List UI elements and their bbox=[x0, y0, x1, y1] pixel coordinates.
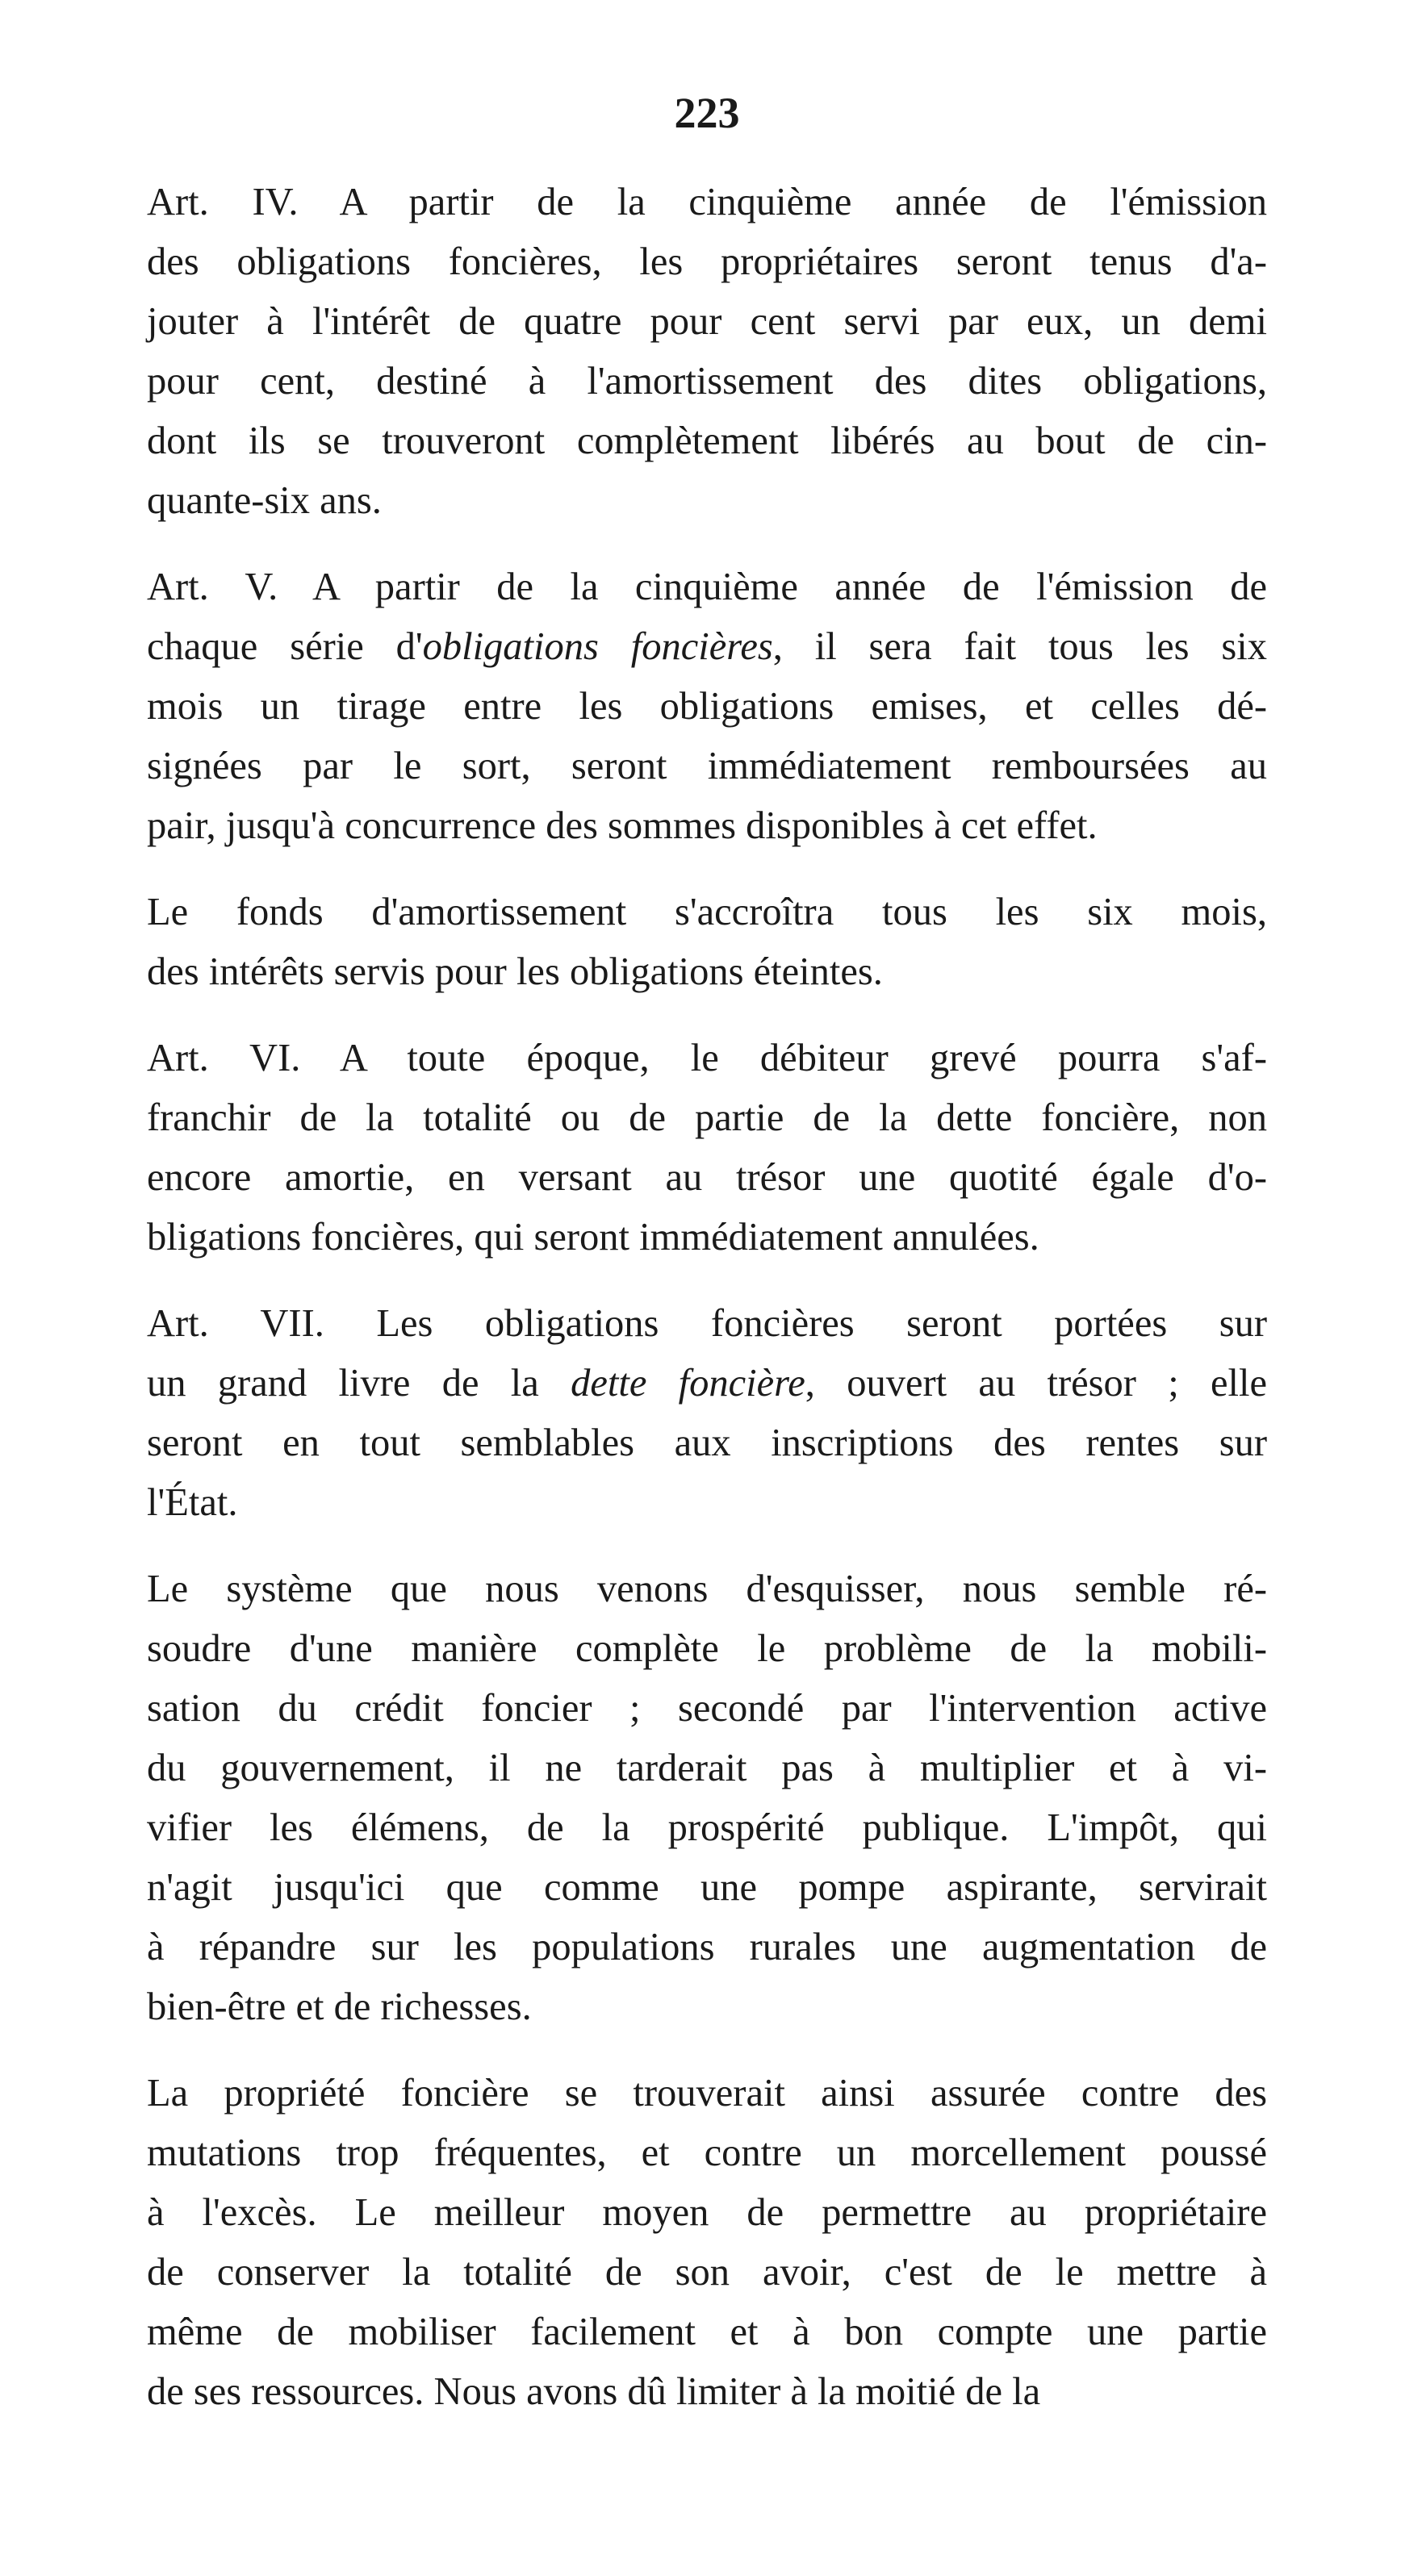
text-line: des intérêts servis pour les obligations éteintes. bbox=[147, 950, 883, 993]
text-line: seront en tout semblables aux inscriptions des rentes sur bbox=[147, 1422, 1267, 1464]
text-line: La propriété foncière se trouverait ainsi assurée contre des bbox=[147, 2072, 1267, 2115]
book-page bbox=[147, 89, 1267, 2422]
text-line: Art. IV. A partir de la cinquième année de l'émission bbox=[147, 181, 1267, 223]
text-line: pour cent, destiné à l'amortissement des dites obligations, bbox=[147, 360, 1267, 403]
text-line: à répandre sur les populations rurales une augmentation de bbox=[147, 1926, 1267, 1969]
text-line: des obligations foncières, les propriétaires seront tenus d'a- bbox=[147, 240, 1267, 283]
text-line: Le système que nous venons d'esquisser, nous semble ré- bbox=[147, 1568, 1267, 1610]
text-line: mois un tirage entre les obligations emises, et celles dé- bbox=[147, 685, 1267, 728]
text-line: Art. V. A partir de la cinquième année de l'émission de bbox=[147, 566, 1267, 608]
text-line: Art. VI. A toute époque, le débiteur grevé pourra s'af- bbox=[147, 1037, 1267, 1079]
text-line: bien-être et de richesses. bbox=[147, 1985, 532, 2028]
text-line: jouter à l'intérêt de quatre pour cent servi par eux, un demi bbox=[147, 300, 1267, 343]
text-line: l'État. bbox=[147, 1481, 238, 1524]
text-line: dont ils se trouveront complètement libérés au bout de cin- bbox=[147, 420, 1267, 462]
text-line: de conserver la totalité de son avoir, c'est de le mettre à bbox=[147, 2251, 1267, 2294]
text-line: quante-six ans. bbox=[147, 479, 382, 522]
text-line: du gouvernement, il ne tarderait pas à multiplier et à vi- bbox=[147, 1747, 1267, 1789]
text-line: à l'excès. Le meilleur moyen de permettre au propriétaire bbox=[147, 2191, 1267, 2234]
paragraph-fonds-amortissement bbox=[147, 883, 1267, 1002]
paragraph-article-vi bbox=[147, 1029, 1267, 1267]
paragraph-article-vii bbox=[147, 1294, 1267, 1533]
text-line: chaque série d'obligations foncières, il sera fait tous les six bbox=[147, 625, 1268, 668]
text-line: Le fonds d'amortissement s'accroîtra tous les six mois, bbox=[147, 891, 1267, 933]
paragraph-propriete-fonciere bbox=[147, 2064, 1267, 2422]
text-line: pair, jusqu'à concurrence des sommes disponibles à cet effet. bbox=[147, 804, 1098, 847]
text-line: Art. VII. Les obligations foncières seront portées sur bbox=[147, 1302, 1267, 1345]
text-line: franchir de la totalité ou de partie de la dette foncière, non bbox=[147, 1096, 1267, 1139]
italic-term: dette foncière bbox=[571, 1362, 805, 1405]
text-line: soudre d'une manière complète le problème de la mobili- bbox=[147, 1627, 1267, 1670]
text-line: signées par le sort, seront immédiatement remboursées au bbox=[147, 745, 1267, 787]
text-line: encore amortie, en versant au trésor une quotité égale d'o- bbox=[147, 1156, 1267, 1199]
text-line: bligations foncières, qui seront immédiatement annulées. bbox=[147, 1216, 1039, 1259]
text-line: un grand livre de la dette foncière, ouvert au trésor ; elle bbox=[147, 1362, 1268, 1405]
text-line: mutations trop fréquentes, et contre un morcellement poussé bbox=[147, 2131, 1267, 2174]
paragraph-systeme bbox=[147, 1559, 1267, 2037]
text-line: même de mobiliser facilement et à bon compte une partie bbox=[147, 2311, 1267, 2353]
paragraph-article-v bbox=[147, 557, 1267, 856]
text-line: vifier les élémens, de la prospérité publique. L'impôt, qui bbox=[147, 1806, 1267, 1849]
italic-term: obligations foncières bbox=[422, 625, 773, 668]
text-line: n'agit jusqu'ici que comme une pompe aspirante, servirait bbox=[147, 1866, 1267, 1909]
text-line: de ses ressources. Nous avons dû limiter à la moitié de la bbox=[147, 2370, 1041, 2413]
text-line: sation du crédit foncier ; secondé par l'intervention active bbox=[147, 1687, 1267, 1730]
page-number: 223 bbox=[674, 89, 740, 137]
paragraph-article-iv bbox=[147, 173, 1267, 531]
